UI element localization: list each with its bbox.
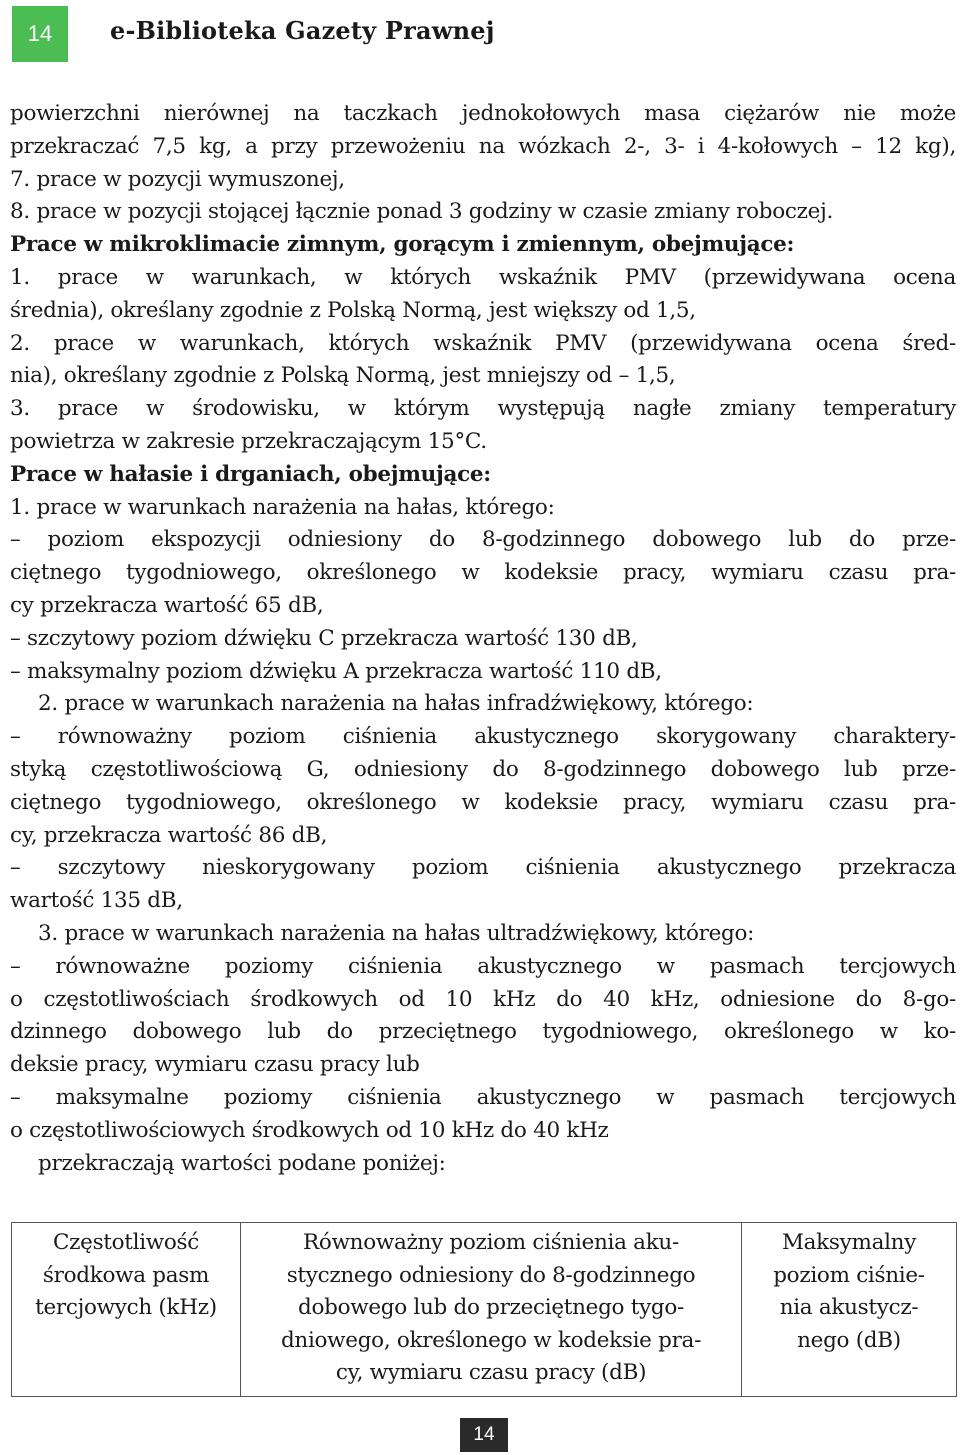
text-line: przekraczać 7,5 kg, a przy przewożeniu na wózkach 2-, 3- i 4-kołowych – 12 kg),	[10, 133, 956, 159]
frequency-column-header	[12, 1223, 241, 1397]
text-line: o częstotliwościach środkowych od 10 kHz do 40 kHz, odniesione do 8-go-	[10, 986, 956, 1012]
header-text: poziom ciśnie-	[773, 1262, 925, 1288]
text-line: średnia), określany zgodnie z Polską Normą, jest większy od 1,5,	[10, 297, 696, 323]
noise-limits-table	[11, 1222, 957, 1397]
text-line: 2. prace w warunkach, których wskaźnik PMV (przewidywana ocena śred-	[10, 330, 956, 356]
text-line: – maksymalny poziom dźwięku A przekracza wartość 110 dB,	[10, 658, 662, 684]
text-line: 7. prace w pozycji wymuszonej,	[10, 166, 345, 192]
page-number: 14	[460, 1418, 508, 1452]
header-text: Równoważny poziom ciśnienia aku-	[303, 1230, 679, 1255]
text-line: 3. prace w środowisku, w którym występują nagłe zmiany temperatury	[10, 396, 956, 422]
header-text: Częstotliwość	[52, 1230, 200, 1255]
text-line: 1. prace w warunkach, w których wskaźnik PMV (przewidywana ocena	[10, 264, 956, 290]
text-line: cy przekracza wartość 65 dB,	[10, 592, 324, 618]
text-line: powietrza w zakresie przekraczającym 15°C.	[10, 428, 487, 454]
table-header-row	[12, 1223, 957, 1397]
text-line: cy, przekracza wartość 86 dB,	[10, 822, 328, 848]
header-text: stycznego odniesiony do 8-godzinnego	[286, 1262, 696, 1288]
text-line: nia), określany zgodnie z Polską Normą, jest mniejszy od – 1,5,	[10, 363, 676, 389]
text-line: 8. prace w pozycji stojącej łącznie ponad 3 godziny w czasie zmiany roboczej.	[10, 199, 833, 225]
header-text: nego (dB)	[797, 1327, 901, 1353]
text-line: – maksymalne poziomy ciśnienia akustycznego w pasmach tercjowych	[10, 1084, 956, 1110]
header-text: tercjowych (kHz)	[35, 1295, 217, 1320]
document-body	[10, 98, 956, 1180]
header-text: dniowego, określonego w kodeksie pra-	[280, 1327, 702, 1353]
text-line: powierzchni nierównej na taczkach jednokołowych masa ciężarów nie może	[10, 101, 956, 126]
section-heading: Prace w hałasie i drganiach, obejmujące:	[10, 461, 491, 487]
publication-title: e-Biblioteka Gazety Prawnej	[110, 16, 495, 45]
text-line: 1. prace w warunkach narażenia na hałas, którego:	[10, 494, 555, 520]
text-line: – szczytowy nieskorygowany poziom ciśnienia akustycznego przekracza	[10, 855, 956, 881]
text-line: o częstotliwościowych środkowych od 10 kHz do 40 kHz	[10, 1117, 609, 1143]
section-heading: Prace w mikroklimacie zimnym, gorącym i zmiennym, obejmujące:	[10, 232, 795, 258]
max-level-column-header	[742, 1223, 957, 1397]
header-text: nia akustycz-	[779, 1295, 919, 1320]
text-line: – poziom ekspozycji odniesiony do 8-godzinnego dobowego lub do prze-	[10, 527, 956, 553]
header-text: Maksymalny	[781, 1230, 917, 1255]
text-line: ciętnego tygodniowego, określonego w kodeksie pracy, wymiaru czasu pra-	[10, 789, 956, 815]
text-line: 2. prace w warunkach narażenia na hałas infradźwiękowy, którego:	[38, 691, 754, 717]
header-text: dobowego lub do przeciętnego tygo-	[298, 1295, 684, 1320]
text-line: przekraczają wartości podane poniżej:	[38, 1150, 446, 1176]
text-line: wartość 135 dB,	[10, 888, 183, 914]
text-line: styką częstotliwościową G, odniesiony do 8-godzinnego dobowego lub prze-	[10, 756, 956, 782]
text-line: 3. prace w warunkach narażenia na hałas ultradźwiękowy, którego:	[38, 920, 755, 946]
text-line: – równoważny poziom ciśnienia akustycznego skorygowany charaktery-	[10, 724, 956, 750]
page-badge: 14	[12, 6, 68, 62]
text-line: – równoważne poziomy ciśnienia akustycznego w pasmach tercjowych	[10, 953, 956, 979]
header-text: środkowa pasm	[42, 1262, 210, 1288]
text-line: dzinnego dobowego lub do przeciętnego tygodniowego, określonego w ko-	[10, 1019, 956, 1045]
equivalent-level-column-header	[241, 1223, 742, 1397]
text-line: – szczytowy poziom dźwięku C przekracza wartość 130 dB,	[10, 625, 638, 651]
header-text: cy, wymiaru czasu pracy (dB)	[335, 1360, 647, 1385]
text-line: deksie pracy, wymiaru czasu pracy lub	[10, 1052, 420, 1078]
text-line: ciętnego tygodniowego, określonego w kodeksie pracy, wymiaru czasu pra-	[10, 560, 956, 586]
